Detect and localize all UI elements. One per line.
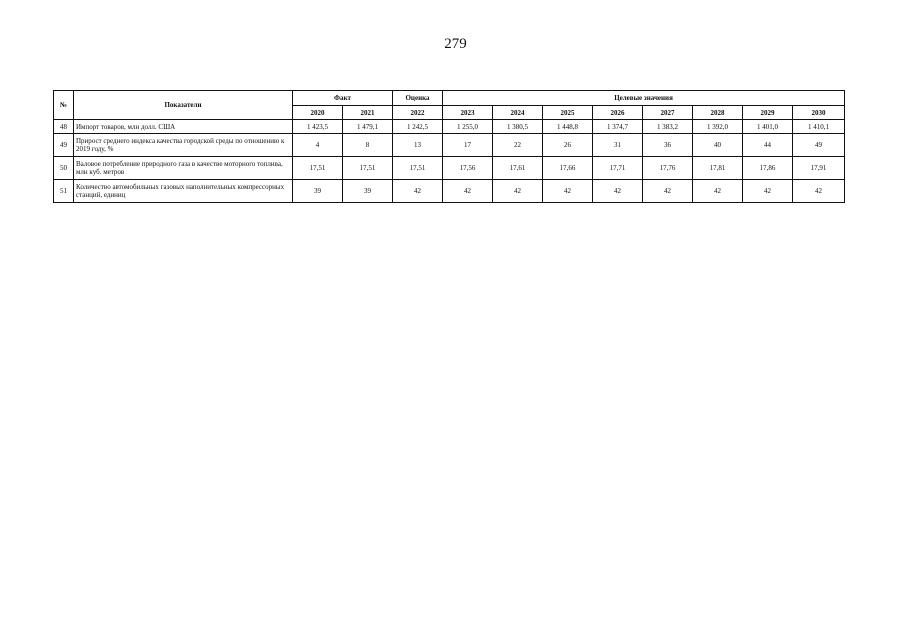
cell-value: 1 255,0 xyxy=(443,120,493,134)
cell-value: 8 xyxy=(343,134,393,157)
cell-value: 1 479,1 xyxy=(343,120,393,134)
row-number: 48 xyxy=(54,120,74,134)
year-header: 2027 xyxy=(643,106,693,120)
row-number: 49 xyxy=(54,134,74,157)
cell-value: 1 392,0 xyxy=(693,120,743,134)
cell-value: 17,76 xyxy=(643,157,693,180)
indicators-table xyxy=(53,90,845,203)
cell-value: 17,86 xyxy=(743,157,793,180)
row-indicator: Количество автомобильных газовых наполнительных компрессорных станций, единиц xyxy=(74,180,293,203)
year-header: 2030 xyxy=(793,106,845,120)
cell-value: 17,71 xyxy=(593,157,643,180)
cell-value: 17,51 xyxy=(393,157,443,180)
cell-value: 39 xyxy=(293,180,343,203)
table-header-row xyxy=(54,91,845,106)
cell-value: 40 xyxy=(693,134,743,157)
cell-value: 22 xyxy=(493,134,543,157)
cell-value: 42 xyxy=(443,180,493,203)
header-num: № xyxy=(54,91,74,120)
cell-value: 1 401,0 xyxy=(743,120,793,134)
cell-value: 1 383,2 xyxy=(643,120,693,134)
cell-value: 1 423,5 xyxy=(293,120,343,134)
cell-value: 42 xyxy=(593,180,643,203)
cell-value: 49 xyxy=(793,134,845,157)
cell-value: 42 xyxy=(693,180,743,203)
cell-value: 17 xyxy=(443,134,493,157)
header-fact: Факт xyxy=(293,91,393,106)
cell-value: 1 410,1 xyxy=(793,120,845,134)
year-header: 2020 xyxy=(293,106,343,120)
row-number: 51 xyxy=(54,180,74,203)
year-header: 2025 xyxy=(543,106,593,120)
cell-value: 36 xyxy=(643,134,693,157)
cell-value: 44 xyxy=(743,134,793,157)
cell-value: 42 xyxy=(743,180,793,203)
table-row xyxy=(54,180,845,203)
table-row xyxy=(54,120,845,134)
cell-value: 13 xyxy=(393,134,443,157)
cell-value: 42 xyxy=(543,180,593,203)
cell-value: 17,66 xyxy=(543,157,593,180)
header-estimate: Оценка xyxy=(393,91,443,106)
cell-value: 17,56 xyxy=(443,157,493,180)
cell-value: 1 242,5 xyxy=(393,120,443,134)
cell-value: 31 xyxy=(593,134,643,157)
cell-value: 1 448,8 xyxy=(543,120,593,134)
cell-value: 17,81 xyxy=(693,157,743,180)
row-indicator: Прирост среднего индекса качества городской среды по отношению к 2019 году, % xyxy=(74,134,293,157)
page-number: 279 xyxy=(444,36,467,52)
cell-value: 1 380,5 xyxy=(493,120,543,134)
cell-value: 17,51 xyxy=(293,157,343,180)
header-target: Целевые значения xyxy=(443,91,845,106)
year-header: 2026 xyxy=(593,106,643,120)
row-indicator: Валовое потребление природного газа в качестве моторного топлива, млн куб. метров xyxy=(74,157,293,180)
row-indicator: Импорт товаров, млн долл. США xyxy=(74,120,293,134)
cell-value: 42 xyxy=(793,180,845,203)
cell-value: 17,91 xyxy=(793,157,845,180)
header-indicator: Показатели xyxy=(74,91,293,120)
year-header: 2023 xyxy=(443,106,493,120)
cell-value: 17,51 xyxy=(343,157,393,180)
cell-value: 4 xyxy=(293,134,343,157)
cell-value: 39 xyxy=(343,180,393,203)
year-header: 2029 xyxy=(743,106,793,120)
year-header: 2021 xyxy=(343,106,393,120)
cell-value: 42 xyxy=(643,180,693,203)
cell-value: 17,61 xyxy=(493,157,543,180)
year-header: 2022 xyxy=(393,106,443,120)
year-header: 2024 xyxy=(493,106,543,120)
cell-value: 42 xyxy=(493,180,543,203)
cell-value: 1 374,7 xyxy=(593,120,643,134)
row-number: 50 xyxy=(54,157,74,180)
table-row xyxy=(54,157,845,180)
table-row xyxy=(54,134,845,157)
cell-value: 42 xyxy=(393,180,443,203)
year-header: 2028 xyxy=(693,106,743,120)
cell-value: 26 xyxy=(543,134,593,157)
